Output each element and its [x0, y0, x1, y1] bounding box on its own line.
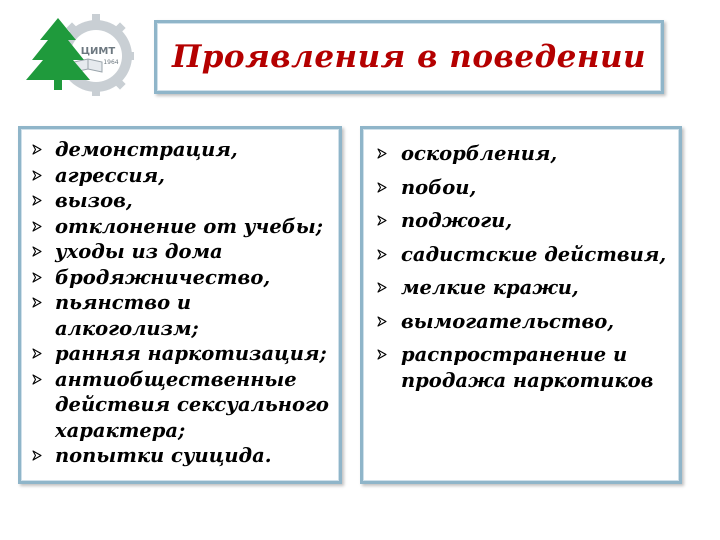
list-item	[21, 367, 339, 444]
title-frame	[154, 20, 664, 94]
left-list-panel	[18, 126, 342, 484]
arrowhead-bullet-icon	[377, 171, 389, 204]
arrowhead-bullet-icon	[32, 137, 44, 162]
list-item	[21, 188, 339, 214]
list-item-text: агрессия,	[55, 163, 165, 187]
list-item-text: антиобщественные действия сексуального характера;	[55, 367, 329, 442]
list-item	[363, 171, 679, 205]
arrowhead-bullet-icon	[32, 239, 44, 264]
arrowhead-bullet-icon	[377, 238, 389, 271]
arrowhead-bullet-icon	[32, 341, 44, 366]
list-item-text: ранняя наркотизация;	[55, 342, 327, 365]
list-item-text: побои,	[401, 175, 477, 199]
list-item	[363, 204, 679, 238]
arrowhead-bullet-icon	[32, 290, 44, 315]
arrowhead-bullet-icon	[377, 271, 389, 304]
arrowhead-bullet-icon	[32, 214, 44, 239]
list-item	[21, 341, 339, 367]
list-item	[363, 137, 679, 171]
left-bullet-list	[21, 129, 339, 469]
logo-year: 1964	[103, 59, 119, 66]
list-item-text: бродяжничество,	[55, 265, 271, 289]
list-item	[21, 214, 339, 240]
arrowhead-bullet-icon	[32, 265, 44, 290]
right-list-panel	[360, 126, 682, 484]
list-item-text: демонстрация,	[55, 138, 238, 161]
list-item-text: попытки суицида.	[55, 444, 272, 467]
arrowhead-bullet-icon	[32, 443, 44, 468]
list-item	[363, 338, 679, 393]
list-item	[21, 290, 339, 341]
list-item-text: отклонение от учебы;	[55, 214, 323, 238]
arrowhead-bullet-icon	[377, 137, 389, 170]
arrowhead-bullet-icon	[377, 342, 389, 367]
list-item	[363, 238, 679, 272]
list-item	[21, 265, 339, 291]
arrowhead-bullet-icon	[32, 367, 44, 392]
list-item-text: пьянство и алкоголизм;	[55, 291, 199, 340]
arrowhead-bullet-icon	[377, 305, 389, 338]
organization-logo	[18, 14, 136, 96]
slide-title: Проявления в поведении	[171, 39, 647, 75]
list-item	[363, 271, 679, 305]
list-item-text: уходы из дома	[55, 240, 223, 263]
right-bullet-list	[363, 129, 679, 393]
logo-text: ЦИМТ	[80, 46, 116, 57]
list-item-text: вымогательство,	[401, 309, 615, 333]
list-item	[21, 443, 339, 469]
arrowhead-bullet-icon	[32, 163, 44, 188]
arrowhead-bullet-icon	[32, 188, 44, 213]
list-item-text: садистские действия,	[401, 242, 667, 266]
list-item	[21, 137, 339, 163]
list-item	[21, 163, 339, 189]
arrowhead-bullet-icon	[377, 204, 389, 237]
list-item-text: оскорбления,	[401, 142, 558, 165]
list-item-text: вызов,	[55, 189, 133, 212]
logo-graphic	[18, 14, 136, 96]
list-item	[363, 305, 679, 339]
list-item-text: мелкие кражи,	[401, 276, 579, 299]
list-item	[21, 239, 339, 265]
list-item-text: распространение и продажа наркотиков	[401, 343, 654, 392]
list-item-text: поджоги,	[401, 209, 513, 232]
